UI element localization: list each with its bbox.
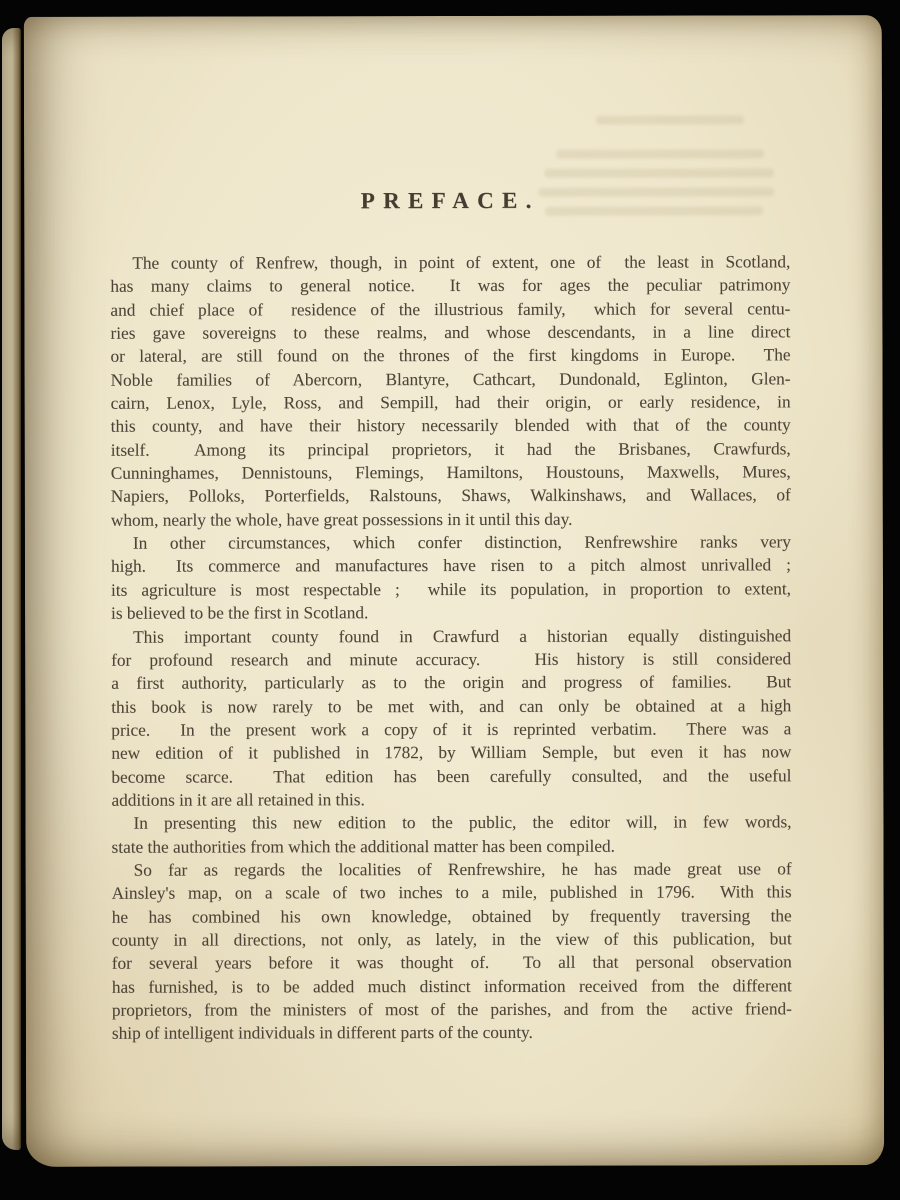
- ghost-text-line: [556, 149, 764, 158]
- text-line: new edition of it published in 1782, by William Semple, but even it has now: [111, 742, 792, 763]
- text-line: itself. Among its principal proprietors, it had the Brisbanes, Crawfurds,: [110, 439, 791, 460]
- page-sheet: [24, 15, 884, 1167]
- text-line: Ainsley's map, on a scale of two inches to a mile, published in 1796. With this: [111, 882, 792, 903]
- text-line: he has combined his own knowledge, obtained by frequently traversing the: [111, 905, 792, 927]
- text-line: its agriculture is most respectable ; while its population, in proportion to extent,: [110, 579, 792, 600]
- text-line: price. In the present work a copy of it is reprinted verbatim. There was a: [111, 719, 792, 740]
- text-line: This important county found in Crawfurd a historian equally distinguished: [133, 625, 792, 647]
- text-line: Noble families of Abercorn, Blantyre, Cathcart, Dundonald, Eglinton, Glen-: [110, 369, 791, 390]
- text-line: for several years before it was thought of. To all that personal observation: [111, 952, 792, 974]
- previous-page-edge: [2, 28, 21, 1150]
- show-through-text: [24, 15, 882, 17]
- text-line: Cunninghames, Dennistouns, Flemings, Hamiltons, Houstouns, Maxwells, Mures,: [110, 462, 791, 483]
- text-line: In other circumstances, which confer distinction, Renfrewshire ranks very: [132, 532, 791, 553]
- text-line: for profound research and minute accuracy. His history is still considered: [111, 649, 792, 670]
- text-line: become scarce. That edition has been carefully consulted, and the useful: [111, 765, 792, 787]
- text-line: this book is now rarely to be met with, and can only be obtained at a high: [111, 695, 792, 717]
- text-line: and chief place of residence of the illustrious family, which for several centu-: [110, 298, 791, 320]
- ghost-text-line: [596, 115, 744, 124]
- text-line: is believed to be the first in Scotland.: [111, 603, 369, 623]
- ghost-text-line: [544, 168, 774, 177]
- text-line: Napiers, Polloks, Porterfields, Ralstouns, Shaws, Walkinshaws, and Wallaces, of: [110, 485, 791, 507]
- text-line: state the authorities from which the additional matter has been compiled.: [111, 836, 615, 857]
- text-line: this county, and have their history necessarily blended with that of the county: [110, 415, 791, 437]
- text-line: additions in it are all retained in this.: [111, 790, 365, 810]
- text-line: county in all directions, not only, as lately, in the view of this publication, but: [111, 929, 792, 950]
- text-line: or lateral, are still found on the thrones of the first kingdoms in Europe. The: [110, 345, 791, 367]
- body-text: [110, 250, 792, 1045]
- text-line: cairn, Lenox, Lyle, Ross, and Sempill, had their origin, or early residence, in: [110, 392, 791, 413]
- text-line: has furnished, is to be added much distinct information received from the different: [111, 975, 792, 997]
- text-line: proprietors, from the ministers of most of the parishes, and from the active friend-: [111, 999, 792, 1020]
- text-line: ship of intelligent individuals in different parts of the county.: [111, 1023, 533, 1044]
- text-line: In presenting this new edition to the public, the editor will, in few words,: [133, 812, 792, 833]
- text-line: a first authority, particularly as to the origin and progress of families. But: [111, 672, 792, 693]
- text-line: whom, nearly the whole, have great possessions in it until this day.: [110, 509, 573, 530]
- text-line: So far as regards the localities of Renfrewshire, he has made great use of: [133, 859, 792, 880]
- text-line: The county of Renfrew, though, in point of extent, one of the least in Scotland,: [132, 252, 791, 273]
- text-line: ries gave sovereigns to these realms, and whose descendants, in a line direct: [110, 322, 791, 343]
- text-line: high. Its commerce and manufactures have risen to a pitch almost unrivalled ;: [110, 555, 791, 577]
- page-title: PREFACE.: [360, 187, 540, 214]
- text-line: has many claims to general notice. It was for ages the peculiar patrimony: [110, 275, 791, 297]
